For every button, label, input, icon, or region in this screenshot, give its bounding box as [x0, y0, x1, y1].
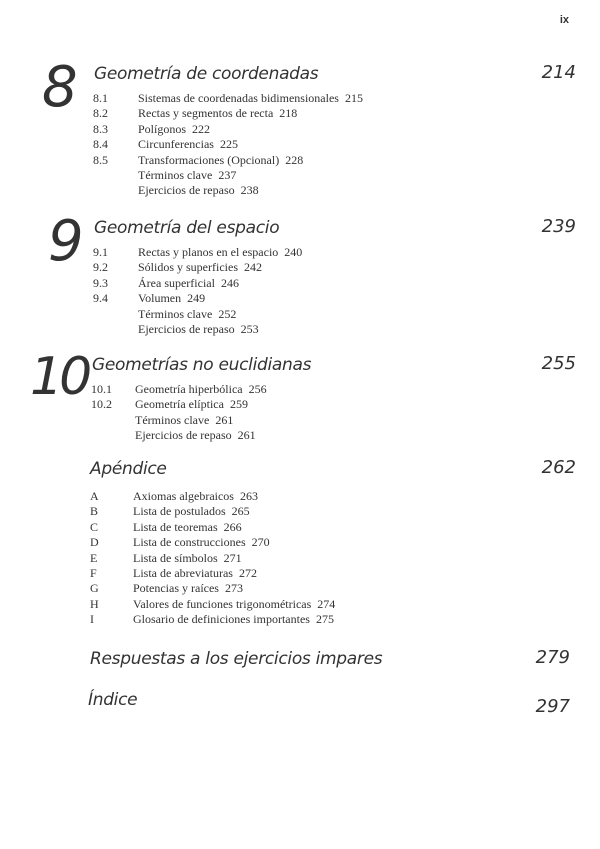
section-page: 228 [285, 152, 304, 167]
list-item[interactable] [0, 535, 600, 550]
appendix-entry-title: Glosario de definiciones importantes [133, 612, 310, 627]
list-item[interactable] [0, 307, 600, 322]
appendix-letter: D [90, 535, 99, 550]
list-item[interactable] [0, 597, 600, 612]
appendix-entry-page: 270 [251, 535, 270, 550]
appendix-entry-page: 274 [317, 596, 336, 611]
section-title: Volumen [138, 291, 182, 306]
list-item[interactable] [0, 612, 600, 627]
section-number: 8.2 [93, 106, 108, 121]
section-title: Sistemas de coordenadas bidimensionales [138, 91, 339, 105]
appendix-page: 262 [541, 457, 576, 478]
appendix-letter: A [90, 489, 99, 503]
chapter-page: 239 [541, 216, 576, 237]
chapter-title[interactable]: Geometría de coordenadas [94, 64, 319, 84]
list-item[interactable] [0, 566, 600, 581]
section-title: Términos clave [138, 167, 213, 182]
section-page: 259 [229, 397, 248, 412]
list-item[interactable] [0, 520, 600, 535]
appendix-letter: H [90, 596, 99, 611]
section-number: 8.4 [93, 137, 108, 152]
appendix-entry-page: 273 [224, 581, 243, 596]
section-number: 10.1 [91, 382, 112, 396]
section-page: 256 [248, 382, 267, 396]
list-item[interactable] [0, 397, 600, 412]
appendix-entry-title: Potencias y raíces [133, 581, 219, 596]
chapter-title[interactable]: Geometría del espacio [94, 218, 280, 238]
section-number: 9.2 [93, 260, 108, 275]
list-item[interactable] [0, 489, 600, 504]
appendix-letter: I [90, 612, 94, 627]
section-page: 238 [240, 183, 259, 198]
appendix-entry-title: Lista de construcciones [133, 535, 246, 550]
section-title: Circunferencias [138, 137, 214, 152]
section-title: Transformaciones (Opcional) [138, 152, 280, 167]
appendix-list [0, 489, 600, 628]
section-number: 8.3 [93, 121, 108, 136]
section-title: Rectas y segmentos de recta [138, 106, 274, 121]
appendix-entry-title: Valores de funciones trigonométricas [133, 596, 312, 611]
list-item[interactable] [0, 245, 600, 260]
section-title: Geometría elíptica [135, 397, 224, 412]
section-page: 246 [220, 275, 239, 290]
appendix-letter: C [90, 519, 99, 534]
section-title: Sólidos y superficies [138, 260, 238, 275]
section-title: Términos clave [135, 412, 210, 427]
section-page: 253 [240, 321, 259, 336]
chapter-number: 9 [48, 209, 80, 274]
section-page: 218 [279, 106, 298, 121]
section-page: 252 [218, 306, 237, 321]
appendix-entry-title: Lista de símbolos [133, 550, 218, 565]
list-item[interactable] [0, 153, 600, 168]
section-page: 225 [219, 137, 238, 152]
appendix-letter: F [90, 565, 97, 580]
index-title[interactable]: Índice [88, 690, 138, 710]
chapter-page: 255 [541, 353, 576, 374]
list-item[interactable] [0, 91, 600, 106]
section-page: 261 [215, 412, 234, 427]
chapter-title[interactable]: Geometrías no euclidianas [92, 355, 312, 375]
section-number: 9.4 [93, 291, 108, 306]
appendix-entry-title: Lista de teoremas [133, 519, 218, 534]
list-item[interactable] [0, 413, 600, 428]
list-item[interactable] [0, 106, 600, 121]
chapter-number: 8 [42, 55, 74, 120]
section-page: 261 [237, 428, 256, 443]
page-number: ix [559, 14, 569, 26]
list-item[interactable] [0, 428, 600, 443]
list-item[interactable] [0, 382, 600, 397]
section-list [0, 91, 600, 199]
section-title: Polígonos [138, 121, 187, 136]
chapter-page: 214 [541, 62, 576, 83]
list-item[interactable] [0, 551, 600, 566]
list-item[interactable] [0, 137, 600, 152]
section-page: 215 [344, 91, 363, 105]
appendix-letter: G [90, 581, 99, 596]
appendix-title[interactable]: Apéndice [90, 459, 167, 479]
section-title: Rectas y planos en el espacio [138, 245, 279, 259]
section-title: Ejercicios de repaso [135, 428, 232, 443]
list-item[interactable] [0, 122, 600, 137]
appendix-entry-page: 266 [223, 519, 242, 534]
section-number: 10.2 [91, 397, 112, 412]
answers-title[interactable]: Respuestas a los ejercicios impares [90, 649, 383, 669]
list-item[interactable] [0, 183, 600, 198]
appendix-letter: E [90, 550, 98, 565]
list-item[interactable] [0, 504, 600, 519]
section-page: 249 [187, 291, 206, 306]
section-title: Ejercicios de repaso [138, 183, 235, 198]
index-page: 297 [535, 696, 570, 717]
section-page: 237 [218, 167, 237, 182]
section-title: Área superficial [138, 275, 215, 290]
appendix-entry-page: 275 [315, 612, 334, 627]
section-title: Ejercicios de repaso [138, 321, 235, 336]
section-page: 242 [244, 260, 262, 275]
appendix-entry-page: 272 [238, 565, 257, 580]
section-page: 240 [284, 245, 303, 259]
appendix-entry-title: Lista de abreviaturas [133, 565, 233, 580]
appendix-entry-page: 265 [231, 504, 250, 519]
section-number: 8.5 [93, 152, 108, 167]
section-title: Geometría hiperbólica [135, 382, 243, 396]
list-item[interactable] [0, 260, 600, 275]
appendix-entry-title: Lista de postulados [133, 504, 226, 519]
list-item[interactable] [0, 581, 600, 596]
section-number: 9.1 [93, 245, 108, 259]
appendix-entry-page: 263 [239, 489, 258, 503]
appendix-entry-title: Axiomas algebraicos [133, 489, 234, 503]
section-number: 9.3 [93, 275, 108, 290]
list-item[interactable] [0, 168, 600, 183]
appendix-entry-page: 271 [223, 550, 242, 565]
section-list [0, 245, 600, 337]
list-item[interactable] [0, 276, 600, 291]
section-list [0, 382, 600, 444]
section-page: 222 [192, 121, 211, 136]
section-number: 8.1 [93, 91, 108, 105]
chapter-number: 10 [30, 347, 89, 407]
appendix-letter: B [90, 504, 99, 519]
list-item[interactable] [0, 291, 600, 306]
section-title: Términos clave [138, 306, 213, 321]
answers-page: 279 [535, 647, 570, 668]
list-item[interactable] [0, 322, 600, 337]
